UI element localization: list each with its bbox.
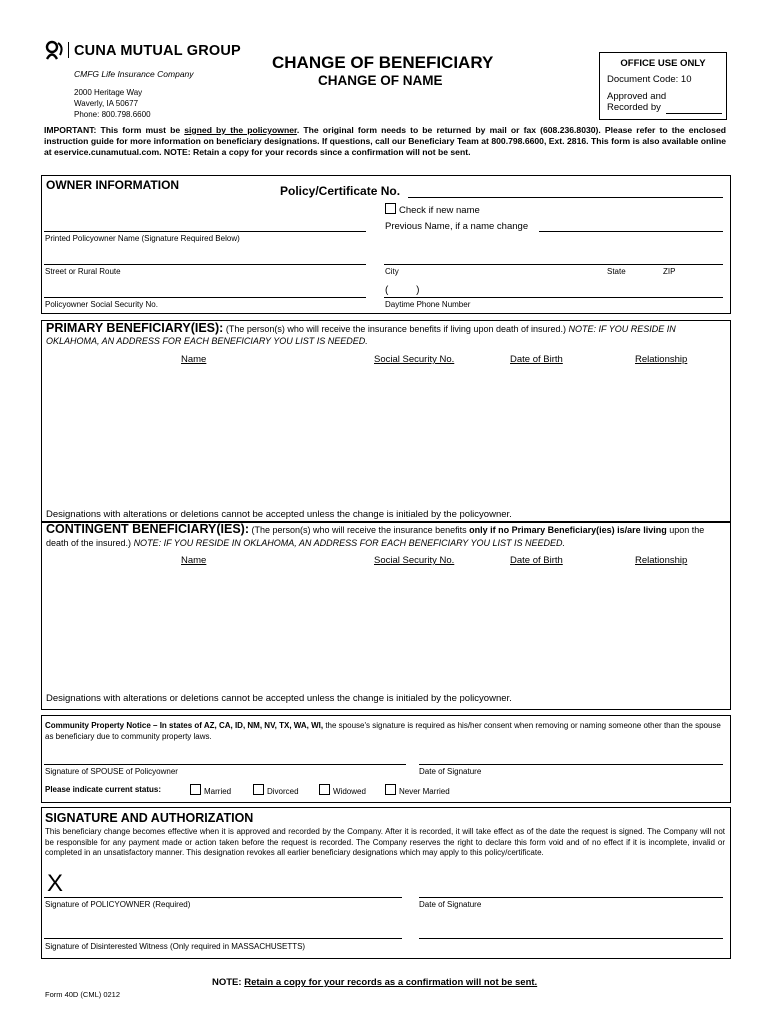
check-new-name[interactable]: Check if new name: [385, 203, 480, 216]
ssn-field[interactable]: [44, 297, 366, 298]
contingent-heading: CONTINGENT BENEFICIARY(IES):: [46, 522, 250, 536]
contingent-entry-area[interactable]: [46, 572, 724, 682]
previous-name-label: Previous Name, if a name change: [385, 221, 529, 232]
daytime-phone-label: Daytime Phone Number: [385, 300, 471, 309]
state-label: State: [607, 267, 626, 276]
city-label: City: [385, 267, 399, 276]
primary-heading: PRIMARY BENEFICIARY(IES):: [46, 321, 224, 335]
contingent-footer-note: Designations with alterations or deletions cannot be accepted unless the change is initialed by the policyowner.: [46, 693, 512, 704]
recorded-label: Recorded by: [607, 102, 661, 113]
signature-x-mark: X: [47, 870, 64, 897]
primary-entry-area[interactable]: [46, 371, 724, 501]
form-title: CHANGE OF BENEFICIARY: [272, 53, 494, 72]
status-married[interactable]: Married: [190, 784, 231, 796]
street-label: Street or Rural Route: [45, 267, 121, 276]
spouse-date-label: Date of Signature: [419, 767, 482, 776]
company-name: CUNA MUTUAL GROUP: [74, 43, 241, 59]
contingent-col-dob: Date of Birth: [510, 555, 563, 566]
status-never-married[interactable]: Never Married: [385, 784, 450, 796]
never-married-checkbox[interactable]: [385, 784, 396, 795]
address-line-2: Waverly, IA 50677: [74, 99, 139, 108]
primary-header: PRIMARY BENEFICIARY(IES): (The person(s) who will receive the insurance benefits if living upon death of insured.) NOTE: IF YOU RESIDE IN OKLAHOMA, AN ADDRESS FOR EACH BENEFICIARY YOU LIST IS NEEDED.: [46, 321, 676, 346]
company-logo: [44, 40, 66, 65]
company-phone: Phone: 800.798.6600: [74, 110, 151, 119]
witness-signature-field[interactable]: [44, 938, 402, 939]
witness-date-field[interactable]: [419, 938, 723, 939]
witness-signature-label: Signature of Disinterested Witness (Only required in MASSACHUSETTS): [45, 942, 306, 951]
zip-label: ZIP: [663, 267, 676, 276]
contingent-header: CONTINGENT BENEFICIARY(IES): (The person(s) who will receive the insurance benefits only if no Primary Beneficiary(ies) is/are living upon the death of the insured.) NOTE: IF YOU RESIDE IN OKLAHOMA, AN ADDRESS FOR EACH BENEFICIARY YOU LIST IS NEEDED.: [46, 522, 705, 548]
new-name-checkbox[interactable]: [385, 203, 396, 214]
contingent-col-ssn: Social Security No.: [374, 555, 455, 566]
spouse-date-field[interactable]: [419, 764, 723, 765]
document-code: Document Code: 10: [607, 74, 692, 85]
phone-area-code: ( ): [385, 285, 420, 296]
recorded-by-line[interactable]: [666, 113, 722, 114]
printed-name-label: Printed Policyowner Name (Signature Required Below): [45, 234, 240, 243]
policy-number-field[interactable]: [408, 197, 723, 198]
address-line-1: 2000 Heritage Way: [74, 88, 143, 97]
owner-date-field[interactable]: [419, 897, 723, 898]
printed-name-field[interactable]: [44, 231, 366, 232]
owner-signature-label: Signature of POLICYOWNER (Required): [45, 900, 191, 909]
status-widowed[interactable]: Widowed: [319, 784, 366, 796]
approved-label: Approved and: [607, 91, 667, 102]
primary-note: NOTE: IF YOU RESIDE IN OKLAHOMA, AN ADDRESS FOR EACH BENEFICIARY YOU LIST IS NEEDED.: [46, 324, 676, 346]
policy-label: Policy/Certificate No.: [280, 184, 401, 198]
primary-col-name: Name: [181, 354, 207, 365]
street-field[interactable]: [44, 264, 366, 265]
footer-note: NOTE: Retain a copy for your records as a confirmation will not be sent.: [212, 977, 538, 988]
spouse-signature-field[interactable]: [44, 764, 406, 765]
ssn-label: Policyowner Social Security No.: [45, 300, 158, 309]
status-divorced[interactable]: Divorced: [253, 784, 299, 796]
primary-col-relationship: Relationship: [635, 354, 688, 365]
status-label: Please indicate current status:: [45, 785, 162, 794]
office-use-title: OFFICE USE ONLY: [620, 58, 706, 69]
logo-divider: [68, 42, 69, 58]
important-notice: IMPORTANT: This form must be signed by the policyowner. The original form needs to be returned by mail or fax (608.236.8030). Please refer to the enclosed instruction guide for more information on beneficiary designations. If questions, call our Beneficiary Team at 800.798.6600, Ext. 2816. This form is also available online at eservice.cunamutual.com. NOTE: Retain a copy for your records since a confirmation will not be sent.: [44, 125, 726, 157]
married-checkbox[interactable]: [190, 784, 201, 795]
widowed-checkbox[interactable]: [319, 784, 330, 795]
form-subtitle: CHANGE OF NAME: [318, 73, 443, 88]
contingent-col-name: Name: [181, 555, 207, 566]
contingent-col-relationship: Relationship: [635, 555, 688, 566]
primary-col-ssn: Social Security No.: [374, 354, 455, 365]
office-use-box: [599, 52, 727, 120]
city-state-zip-field[interactable]: [384, 264, 723, 265]
signature-heading: SIGNATURE AND AUTHORIZATION: [45, 811, 254, 825]
primary-col-dob: Date of Birth: [510, 354, 563, 365]
logo-mark-icon: [44, 40, 66, 60]
daytime-phone-field[interactable]: [384, 297, 723, 298]
primary-footer-note: Designations with alterations or deletions cannot be accepted unless the change is initialed by the policyowner.: [46, 509, 512, 520]
previous-name-field[interactable]: [539, 231, 723, 232]
community-property-notice: Community Property Notice – In states of AZ, CA, ID, NM, NV, TX, WA, WI, the spouse's signature is required as his/her consent when removing or naming someone other than the spouse as beneficiary due to community property laws.: [45, 721, 721, 741]
subsidiary-name: CMFG Life Insurance Company: [74, 69, 194, 79]
signature-body: This beneficiary change becomes effective when it is approved and recorded by the Company. After it is recorded, it will take effect as of the date the request is signed. The Company will not be responsible for any payment made or action taken before the request is recorded. The Company reserves the right to declare this form void and of no effect if it is incomplete, invalid or completed in an unsatisfactory manner. This designation revokes all earlier beneficiary designations which may apply to this policy/certificate.: [45, 827, 725, 857]
owner-heading: OWNER INFORMATION: [46, 178, 180, 192]
owner-date-label: Date of Signature: [419, 900, 482, 909]
spouse-signature-label: Signature of SPOUSE of Policyowner: [45, 767, 178, 776]
important-underlined: signed by the policyowner: [184, 125, 297, 135]
owner-signature-field[interactable]: [44, 897, 402, 898]
contingent-note: NOTE: IF YOU RESIDE IN OKLAHOMA, AN ADDRESS FOR EACH BENEFICIARY YOU LIST IS NEEDED.: [133, 537, 565, 548]
divorced-checkbox[interactable]: [253, 784, 264, 795]
form-code: Form 40D (CML) 0212: [45, 990, 121, 999]
